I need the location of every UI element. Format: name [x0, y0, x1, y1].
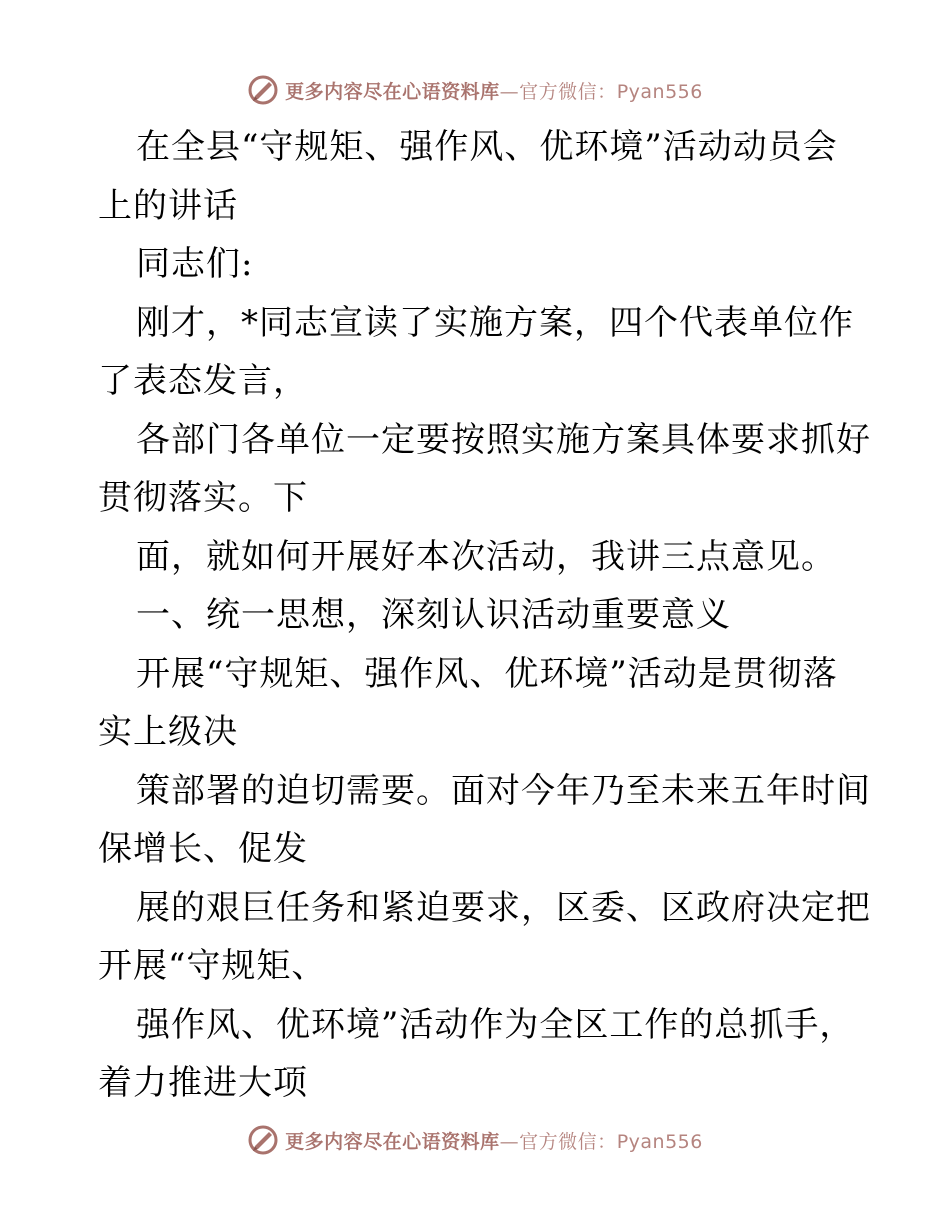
document-body — [98, 118, 871, 1113]
document-line: 各部门各单位一定要按照实施方案具体要求抓好 — [136, 419, 871, 460]
document-line: 开展“守规矩、强作风、优环境”活动是贯彻落 — [136, 653, 838, 694]
document-line: 展的艰巨任务和紧迫要求，区委、区政府决定把 — [136, 887, 871, 928]
document-line: 实上级决 — [98, 712, 238, 752]
banner-separator: — — [499, 80, 520, 103]
document-line: 一、统一思想，深刻认识活动重要意义 — [136, 595, 731, 635]
document-line: 上的讲话 — [98, 185, 238, 226]
footer-banner — [0, 1120, 950, 1160]
document-line: 策部署的迫切需要。面对今年乃至未来五年时间 — [136, 770, 871, 811]
document-line: 强作风、优环境”活动作为全区工作的总抓手， — [136, 1004, 855, 1045]
banner-text — [285, 1127, 703, 1154]
document-line: 在全县“守规矩、强作风、优环境”活动动员会 — [136, 127, 838, 167]
document-line: 保增长、促发 — [98, 829, 308, 869]
pen-logo-icon — [247, 1124, 279, 1156]
banner-wechat-label: 官方微信： — [519, 1130, 617, 1153]
document-line: 开展“守规矩、 — [98, 946, 327, 986]
document-line: 同志们: — [136, 244, 254, 284]
document-line: 了表态发言， — [98, 361, 308, 401]
document-line: 着力推进大项 — [98, 1063, 308, 1103]
banner-wechat-id: Pyan556 — [616, 1130, 703, 1153]
banner-main-text: 更多内容尽在心语资料库 — [285, 1130, 500, 1153]
document-line: 贯彻落实。下 — [98, 478, 308, 518]
pen-logo-icon — [247, 74, 279, 106]
banner-wechat-id: Pyan556 — [616, 80, 703, 103]
banner-wechat-label: 官方微信： — [519, 80, 617, 103]
banner-separator: — — [499, 1130, 520, 1153]
banner-text — [285, 77, 703, 104]
banner-main-text: 更多内容尽在心语资料库 — [285, 80, 500, 103]
document-line: 面，就如何开展好本次活动，我讲三点意见。 — [136, 536, 836, 577]
document-line: 刚才，*同志宣读了实施方案，四个代表单位作 — [136, 302, 854, 343]
header-banner — [0, 70, 950, 110]
